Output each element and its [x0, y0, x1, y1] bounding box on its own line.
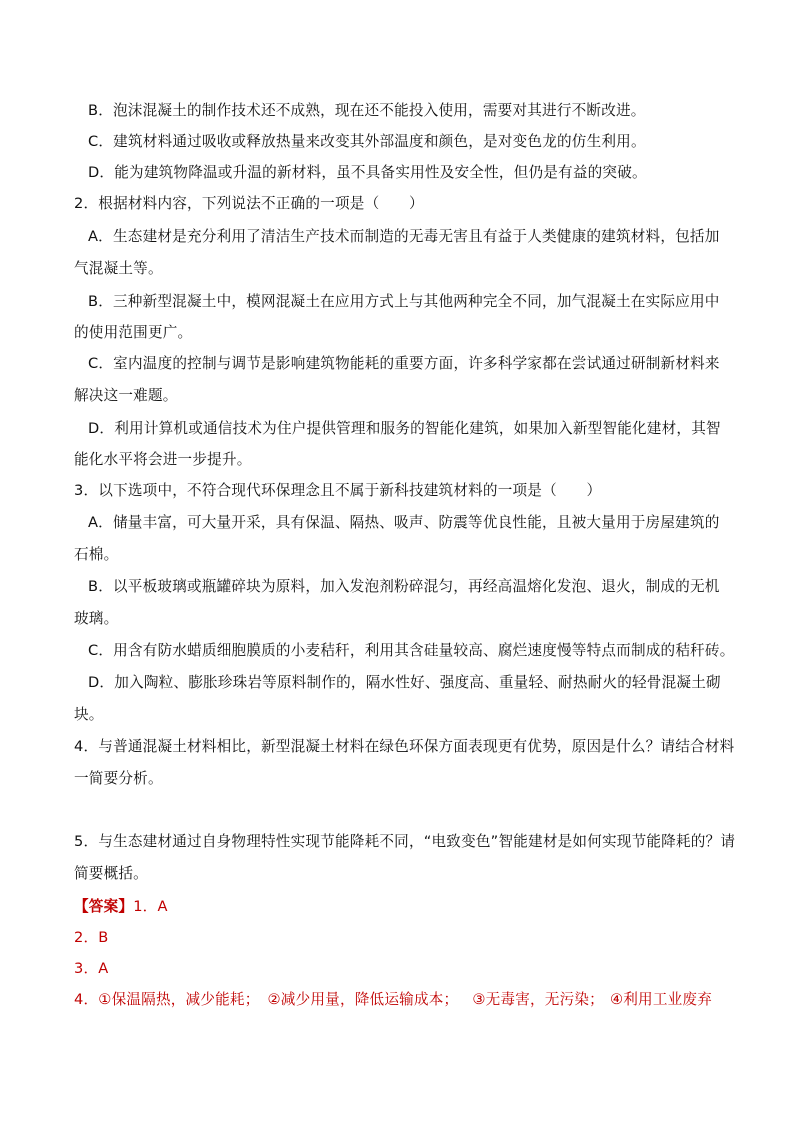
option-c-q1: C．建筑材料通过吸收或释放热量来改变其外部温度和颜色，是对变色龙的仿生利用。	[88, 133, 646, 150]
answer-4-item-4: ④利用工业废弃	[609, 991, 713, 1008]
option-d-q1: D．能为建筑物降温或升温的新材料，虽不具备实用性及安全性，但仍是有益的突破。	[88, 164, 647, 181]
option-b-q3-cont: 玻璃。	[74, 610, 119, 627]
option-b-q2: B．三种新型混凝土中，模网混凝土在应用方式上与其他两种完全不同，加气混凝土在实际应用中	[88, 293, 720, 310]
question-3: 3．以下选项中，不符合现代环保理念且不属于新科技建筑材料的一项是（ ）	[74, 482, 602, 499]
answer-2: 2．B	[74, 929, 109, 946]
question-5: 5．与生态建材通过自身物理特性实现节能降耗不同，“电致变色”智能建材是如何实现节能降耗的？请	[74, 833, 736, 850]
answer-4-item-2: ②减少用量，降低运输成本；	[267, 991, 459, 1008]
option-b-q1: B．泡沫混凝土的制作技术还不成熟，现在还不能投入使用，需要对其进行不断改进。	[88, 102, 646, 119]
option-b-q2-cont: 的使用范围更广。	[74, 324, 193, 341]
option-d-q3: D．加入陶粒、膨胀珍珠岩等原料制作的，隔水性好、强度高、重量轻、耐热耐火的轻骨混凝土砌	[88, 674, 721, 691]
answer-4	[74, 990, 712, 1010]
answer-1: 1．A	[133, 898, 168, 915]
option-d-q3-cont: 块。	[74, 706, 104, 723]
question-4: 4．与普通混凝土材料相比，新型混凝土材料在绿色环保方面表现更有优势，原因是什么？请结合材料	[74, 738, 735, 755]
answer-4-item-1: ①保温隔热，减少能耗；	[98, 991, 260, 1008]
answer-4-prefix: 4．	[74, 991, 99, 1008]
question-4-cont: 一简要分析。	[74, 770, 163, 787]
answer-4-item-3: ③无毒害，无污染；	[472, 991, 604, 1008]
option-a-q2-cont: 气混凝土等。	[74, 260, 163, 277]
option-a-q3: A．储量丰富，可大量开采，具有保温、隔热、吸声、防震等优良性能，且被大量用于房屋建筑的	[88, 514, 720, 531]
answer-3: 3．A	[74, 960, 109, 977]
option-d-q2: D．利用计算机或通信技术为住户提供管理和服务的智能化建筑，如果加入新型智能化建材，其智	[88, 420, 721, 437]
answer-line-1	[74, 897, 168, 917]
option-b-q3: B．以平板玻璃或瓶罐碎块为原料，加入发泡剂粉碎混匀，再经高温熔化发泡、退火，制成的无机	[88, 578, 720, 595]
option-a-q3-cont: 石棉。	[74, 546, 119, 563]
option-d-q2-cont: 能化水平将会进一步提升。	[74, 451, 252, 468]
question-2: 2．根据材料内容，下列说法不正确的一项是（ ）	[74, 195, 424, 212]
option-c-q3: C．用含有防水蜡质细胞膜质的小麦秸秆，利用其含硅量较高、腐烂速度慢等特点而制成的秸秆砖。	[88, 642, 735, 659]
option-c-q2: C．室内温度的控制与调节是影响建筑物能耗的重要方面，许多科学家都在尝试通过研制新材料来	[88, 355, 720, 372]
answer-label: 【答案】	[74, 898, 134, 915]
question-5-cont: 简要概括。	[74, 865, 148, 882]
option-c-q2-cont: 解决这一难题。	[74, 387, 178, 404]
option-a-q2: A．生态建材是充分利用了清洁生产技术而制造的无毒无害且有益于人类健康的建筑材料，包括加	[88, 228, 720, 245]
